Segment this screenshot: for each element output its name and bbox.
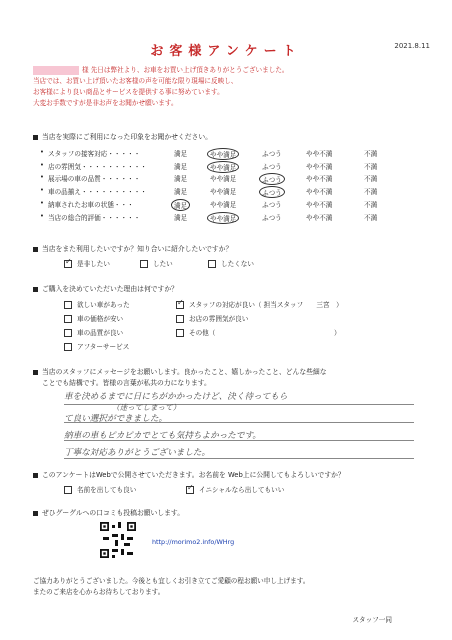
qr-code-icon[interactable] bbox=[100, 522, 136, 558]
q3-title: ご購入を決めていただいた理由は何ですか？ bbox=[33, 283, 178, 293]
q1-option[interactable]: やや不満 bbox=[306, 150, 333, 158]
q1-option-selected[interactable]: 満足 bbox=[171, 199, 190, 211]
q1-row-label: スタッフの接客対応・・・・・ bbox=[48, 150, 141, 158]
q1-option[interactable]: 満足 bbox=[174, 175, 188, 184]
q1-option[interactable]: 満足 bbox=[174, 188, 188, 197]
survey-title: お客様アンケート bbox=[150, 44, 302, 59]
q5-option-1[interactable]: ✓ イニシャルなら出してもいい bbox=[186, 484, 284, 494]
intro-line-4: 大変お手数ですが是非お声をお聞かせ願います。 bbox=[33, 99, 178, 107]
q5-option-0[interactable]: 名前を出しても良い bbox=[64, 484, 136, 494]
q1-row-label: 展示場の車の品質・・・・・・ bbox=[48, 175, 141, 184]
checkbox-icon[interactable] bbox=[140, 260, 148, 268]
q3-left-3[interactable]: アフターサービス bbox=[64, 341, 129, 351]
bullet-icon: • bbox=[40, 160, 44, 169]
q1-option-selected[interactable]: やや満足 bbox=[207, 212, 239, 224]
intro-line-2: 当店では、お買い上げ頂いたお客様の声を可能な限り現場に反映し、 bbox=[33, 77, 238, 85]
square-bullet-icon bbox=[33, 370, 38, 375]
square-bullet-icon bbox=[33, 511, 38, 516]
q1-option[interactable]: やや満足 bbox=[210, 188, 237, 197]
footer-line-2: またのご来店を心からお待ちしております。 bbox=[33, 588, 165, 596]
q1-option[interactable]: やや満足 bbox=[210, 175, 237, 184]
intro-line-3: お客様により良い商品とサービスを提供する事に努めています。 bbox=[33, 88, 224, 96]
bullet-icon: • bbox=[40, 211, 44, 220]
q1-row bbox=[40, 198, 408, 210]
handwritten-line-2: （迷ってしまって） bbox=[112, 403, 181, 412]
q1-row-label: 車の品揃え・・・・・・・・・・ bbox=[48, 188, 147, 197]
q2-option-2[interactable]: したくない bbox=[208, 258, 254, 268]
q5-title: このアンケートはWebで公開させていただきます。お名前を Web上に公開してもよろしいですか？ bbox=[33, 469, 345, 479]
q1-option[interactable]: ふつう bbox=[262, 200, 282, 209]
footer-line-1: ご協力ありがとうございました。今後とも宜しくお引き立てご愛顧の程お願い申し上げます。 bbox=[33, 577, 310, 585]
q1-row bbox=[40, 160, 408, 172]
q1-row-label: 当店の総合的評価・・・・・・ bbox=[48, 213, 141, 222]
q3-right-2[interactable]: その他（ ） bbox=[176, 327, 341, 337]
square-bullet-icon bbox=[33, 247, 38, 252]
signature: スタッフ一同 bbox=[352, 616, 392, 624]
q3-left-0[interactable]: 欲しい車があった bbox=[64, 299, 130, 309]
redacted-name bbox=[33, 66, 79, 75]
q1-option[interactable]: 満足 bbox=[174, 162, 188, 171]
q1-option[interactable]: 不満 bbox=[364, 150, 378, 158]
bullet-icon: • bbox=[40, 173, 44, 182]
q2-option-0[interactable]: ✓是非したい bbox=[64, 258, 110, 268]
q1-option[interactable]: やや不満 bbox=[306, 200, 333, 209]
google-review-link[interactable]: http://morimo2.info/WHrg bbox=[152, 538, 235, 546]
q3-right-0[interactable]: ✓スタッフの対応が良い（ 担当スタッフ 三宮 ） bbox=[176, 299, 343, 309]
checkbox-icon[interactable] bbox=[64, 315, 72, 323]
handwritten-line-5: 丁寧な対応ありがとうございました。 bbox=[64, 448, 211, 458]
handwritten-line-1: 車を決めるまでに日にちがかかったけど、決く待ってもら bbox=[64, 392, 288, 402]
checkbox-checked-icon[interactable] bbox=[64, 260, 72, 268]
square-bullet-icon bbox=[33, 135, 38, 140]
survey-date: 2021.8.11 bbox=[394, 42, 430, 50]
answer-line bbox=[64, 458, 414, 459]
q1-option[interactable]: やや不満 bbox=[306, 162, 333, 171]
handwritten-line-4: 納車の車もピカピカでとても気持ちよかったです。 bbox=[64, 431, 261, 441]
q4-title-line-1: 当店のスタッフにメッセージをお願いします。良かったこと、嬉しかったこと、どんな些細な bbox=[33, 366, 327, 376]
q1-row bbox=[40, 148, 408, 159]
q1-option[interactable]: やや不満 bbox=[306, 213, 333, 222]
q1-option[interactable]: ふつう bbox=[262, 150, 282, 158]
checkbox-icon[interactable] bbox=[64, 486, 72, 494]
q3-left-1[interactable]: 車の価格が安い bbox=[64, 313, 123, 323]
handwritten-line-3: て良い選択ができました。 bbox=[64, 414, 168, 424]
q1-option[interactable]: 不満 bbox=[364, 188, 378, 197]
q6-title: ぜひグーグルへの口コミも投稿お願いします。 bbox=[33, 507, 184, 517]
q1-option[interactable]: やや不満 bbox=[306, 175, 333, 184]
checkbox-icon[interactable] bbox=[64, 343, 72, 351]
square-bullet-icon bbox=[33, 287, 38, 292]
checkbox-icon[interactable] bbox=[176, 315, 184, 323]
q1-option[interactable]: 不満 bbox=[364, 200, 378, 209]
q3-left-2[interactable]: 車の品質が良い bbox=[64, 327, 123, 337]
q2-title: 当店をまた利用したいですか？知り合いに紹介したいですか？ bbox=[33, 243, 232, 253]
q1-option-selected[interactable]: やや満足 bbox=[207, 161, 239, 173]
intro-line-1: 様 先日は弊社より、お車をお買い上げ頂きありがとうございました。 bbox=[82, 66, 289, 74]
q1-title: 当店を実際にご利用になった印象をお聞かせください。 bbox=[33, 131, 212, 141]
bullet-icon: • bbox=[40, 186, 44, 195]
q1-option[interactable]: 不満 bbox=[364, 175, 378, 184]
q1-option[interactable]: やや満足 bbox=[210, 200, 237, 209]
bullet-icon: • bbox=[40, 198, 44, 207]
q1-option[interactable]: やや不満 bbox=[306, 188, 333, 197]
q1-option-selected[interactable]: ふつう bbox=[259, 173, 285, 185]
square-bullet-icon bbox=[33, 473, 38, 478]
q1-option[interactable]: 満足 bbox=[174, 213, 188, 222]
q1-option[interactable]: 満足 bbox=[174, 150, 188, 158]
q1-option[interactable]: ふつう bbox=[262, 213, 282, 222]
q1-row bbox=[40, 186, 408, 198]
checkbox-icon[interactable] bbox=[176, 329, 184, 337]
q1-option[interactable]: 不満 bbox=[364, 213, 378, 222]
checkbox-checked-icon[interactable] bbox=[186, 486, 194, 494]
q1-option-selected[interactable]: ふつう bbox=[259, 186, 285, 198]
bullet-icon: • bbox=[40, 148, 44, 156]
q1-option[interactable]: 不満 bbox=[364, 162, 378, 171]
q3-right-1[interactable]: お店の雰囲気が良い bbox=[176, 313, 248, 323]
checkbox-icon[interactable] bbox=[64, 301, 72, 309]
q1-option[interactable]: ふつう bbox=[262, 162, 282, 171]
q4-title-line-2: ことでも結構です。皆様の言葉が私共の力になります。 bbox=[42, 379, 211, 387]
q1-row-label: 納車されたお車の状態・・・ bbox=[48, 200, 134, 209]
q1-row-label: 店の雰囲気・・・・・・・・・・ bbox=[48, 162, 147, 171]
q1-option-selected[interactable]: やや満足 bbox=[207, 148, 239, 160]
q2-option-1[interactable]: したい bbox=[140, 258, 173, 268]
q1-row bbox=[40, 211, 408, 223]
checkbox-checked-icon[interactable] bbox=[176, 301, 184, 309]
checkbox-icon[interactable] bbox=[64, 329, 72, 337]
q1-row bbox=[40, 173, 408, 185]
checkbox-icon[interactable] bbox=[208, 260, 216, 268]
